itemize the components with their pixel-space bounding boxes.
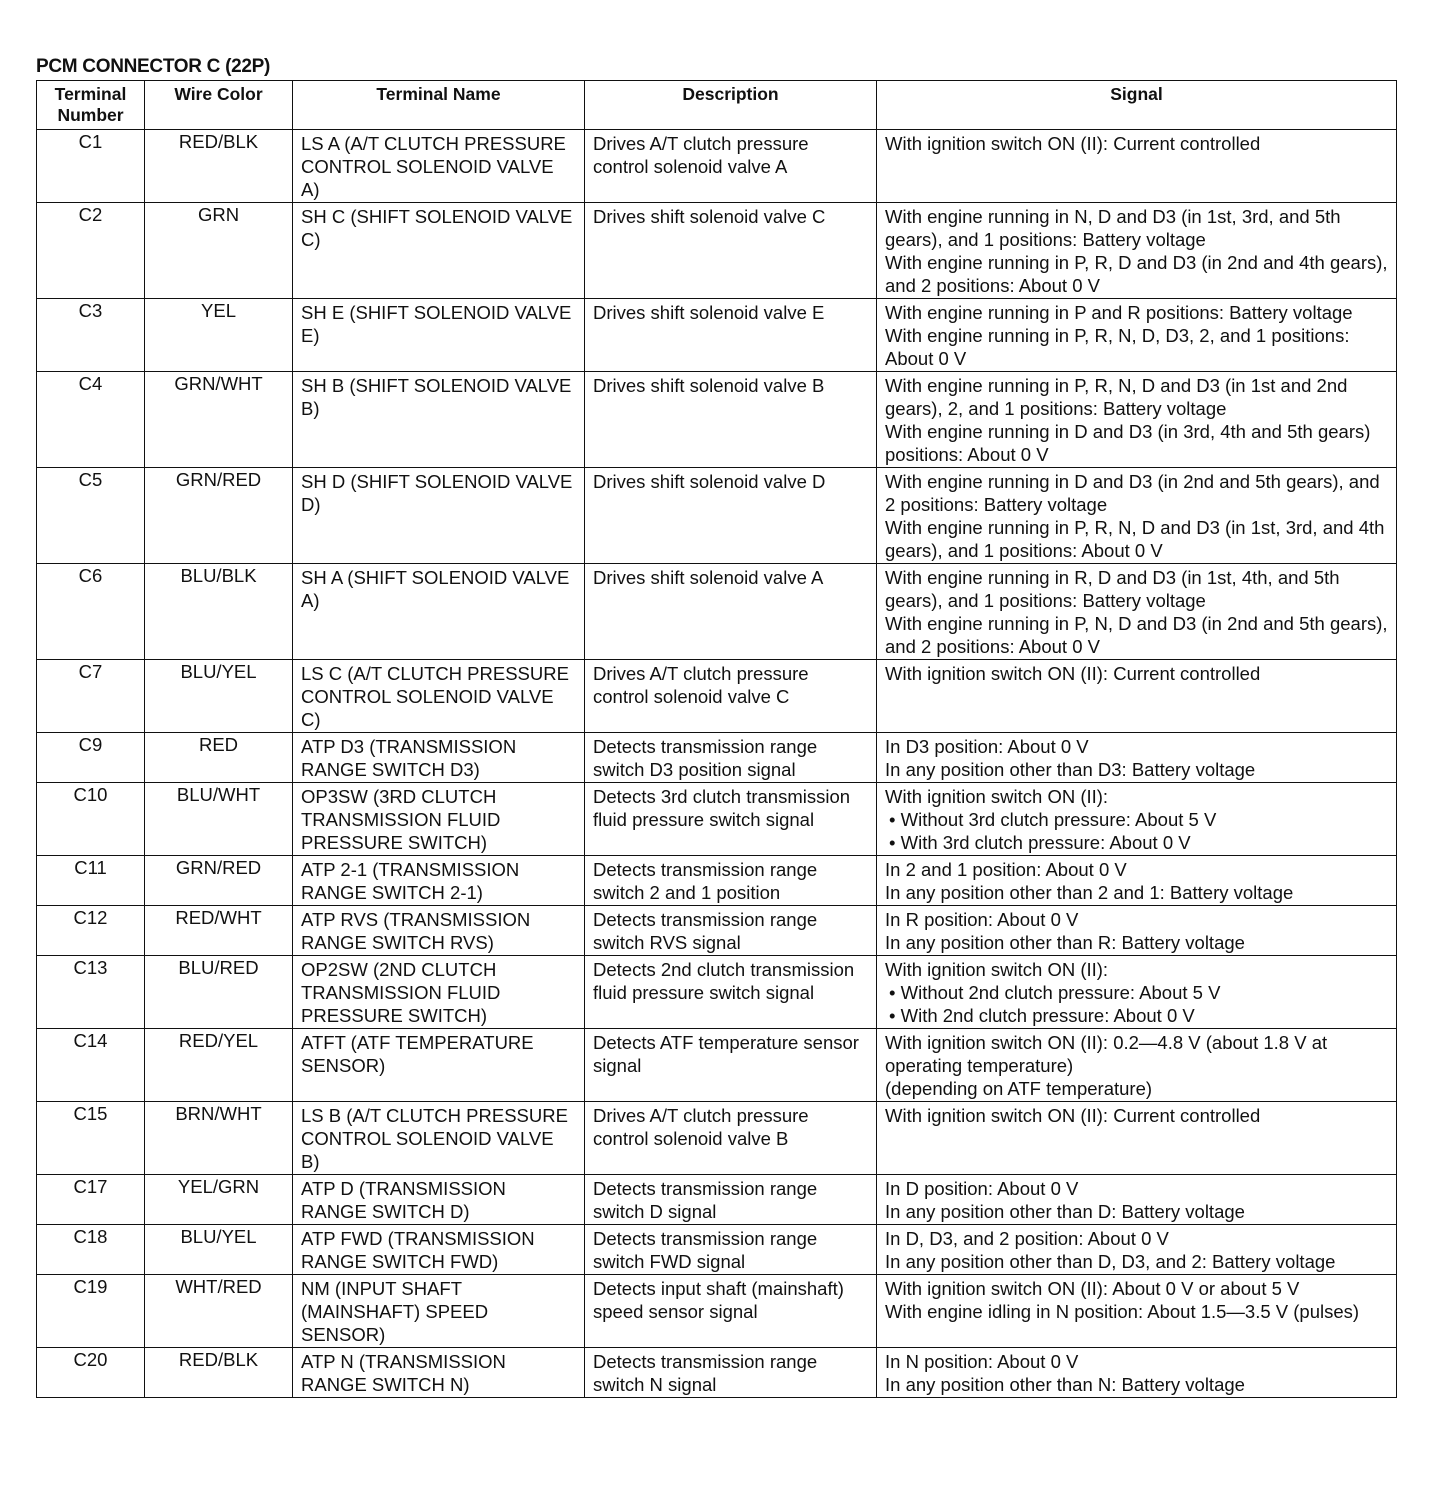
terminal-number-cell: C19 — [37, 1275, 145, 1348]
signal-line: With ignition switch ON (II): 0.2—4.8 V (about 1.8 V at operating temperature) — [885, 1032, 1328, 1076]
signal-line: With engine running in P, R, N, D, D3, 2, and 1 positions: About 0 V — [885, 325, 1350, 369]
signal-cell — [877, 1225, 1397, 1275]
wire-color-cell: YEL/GRN — [145, 1175, 293, 1225]
terminal-name-cell: SH B (SHIFT SOLENOID VALVE B) — [293, 372, 585, 468]
wire-color-cell: GRN/WHT — [145, 372, 293, 468]
table-row — [37, 1029, 1397, 1102]
table-row — [37, 660, 1397, 733]
header-row — [37, 81, 1397, 130]
table-row — [37, 468, 1397, 564]
terminal-name-cell: SH C (SHIFT SOLENOID VALVE C) — [293, 203, 585, 299]
signal-line: With engine running in P and R positions: Battery voltage — [885, 302, 1353, 323]
terminal-number-cell: C6 — [37, 564, 145, 660]
signal-cell — [877, 468, 1397, 564]
terminal-name-cell: OP3SW (3RD CLUTCH TRANSMISSION FLUID PRESSURE SWITCH) — [293, 783, 585, 856]
description-cell: Detects transmission range switch RVS signal — [585, 906, 877, 956]
table-row — [37, 956, 1397, 1029]
signal-cell — [877, 783, 1397, 856]
signal-line: In D, D3, and 2 position: About 0 V — [885, 1228, 1169, 1249]
terminal-name-cell: ATP FWD (TRANSMISSION RANGE SWITCH FWD) — [293, 1225, 585, 1275]
signal-line: With ignition switch ON (II): Current controlled — [885, 1105, 1261, 1126]
signal-line: • With 3rd clutch pressure: About 0 V — [889, 832, 1191, 853]
wire-color-cell: BLU/BLK — [145, 564, 293, 660]
wire-color-cell: GRN/RED — [145, 468, 293, 564]
signal-cell — [877, 203, 1397, 299]
col-header-signal: Signal — [877, 81, 1397, 130]
signal-line: With engine running in D and D3 (in 2nd and 5th gears), and 2 positions: Battery voltage — [885, 471, 1380, 515]
col-header-description: Description — [585, 81, 877, 130]
terminal-number-cell: C10 — [37, 783, 145, 856]
terminal-name-cell: LS C (A/T CLUTCH PRESSURE CONTROL SOLENOID VALVE C) — [293, 660, 585, 733]
description-cell: Detects transmission range switch N signal — [585, 1348, 877, 1398]
signal-line: With engine running in P, R, N, D and D3 (in 1st, 3rd, and 4th gears), and 1 positions: About 0 V — [885, 517, 1385, 561]
signal-line: In any position other than D: Battery voltage — [885, 1201, 1245, 1222]
terminal-name-cell: SH D (SHIFT SOLENOID VALVE D) — [293, 468, 585, 564]
signal-line: • Without 3rd clutch pressure: About 5 V — [889, 809, 1217, 830]
wire-color-cell: RED/BLK — [145, 130, 293, 203]
signal-cell — [877, 660, 1397, 733]
terminal-number-cell: C11 — [37, 856, 145, 906]
description-cell: Detects input shaft (mainshaft) speed sensor signal — [585, 1275, 877, 1348]
signal-line: With engine running in P, R, N, D and D3 (in 1st and 2nd gears), 2, and 1 positions: Battery voltage — [885, 375, 1348, 419]
signal-cell — [877, 299, 1397, 372]
table-row — [37, 130, 1397, 203]
wire-color-cell: BRN/WHT — [145, 1102, 293, 1175]
description-cell: Detects transmission range switch FWD signal — [585, 1225, 877, 1275]
signal-line: With engine running in P, N, D and D3 (in 2nd and 5th gears), and 2 positions: About 0 V — [885, 613, 1388, 657]
signal-cell — [877, 564, 1397, 660]
terminal-number-cell: C20 — [37, 1348, 145, 1398]
wire-color-cell: RED/BLK — [145, 1348, 293, 1398]
description-cell: Drives shift solenoid valve A — [585, 564, 877, 660]
signal-cell — [877, 733, 1397, 783]
signal-line: In any position other than D, D3, and 2: Battery voltage — [885, 1251, 1336, 1272]
description-cell: Drives A/T clutch pressure control solenoid valve C — [585, 660, 877, 733]
signal-line: With ignition switch ON (II): — [885, 959, 1109, 980]
terminal-name-cell: SH A (SHIFT SOLENOID VALVE A) — [293, 564, 585, 660]
signal-line: With engine running in P, R, D and D3 (in 2nd and 4th gears), and 2 positions: About 0 V — [885, 252, 1388, 296]
table-row — [37, 1348, 1397, 1398]
signal-line: With ignition switch ON (II): About 0 V or about 5 V — [885, 1278, 1300, 1299]
table-row — [37, 856, 1397, 906]
signal-line: In N position: About 0 V — [885, 1351, 1079, 1372]
signal-cell — [877, 856, 1397, 906]
description-cell: Drives shift solenoid valve E — [585, 299, 877, 372]
wire-color-cell: RED/WHT — [145, 906, 293, 956]
terminal-number-cell: C4 — [37, 372, 145, 468]
terminal-number-cell: C5 — [37, 468, 145, 564]
table-row — [37, 203, 1397, 299]
wire-color-cell: GRN — [145, 203, 293, 299]
signal-line: With ignition switch ON (II): Current controlled — [885, 663, 1261, 684]
table-row — [37, 1175, 1397, 1225]
col-header-terminal-name: Terminal Name — [293, 81, 585, 130]
terminal-name-cell: ATP RVS (TRANSMISSION RANGE SWITCH RVS) — [293, 906, 585, 956]
terminal-number-cell: C9 — [37, 733, 145, 783]
terminal-number-cell: C12 — [37, 906, 145, 956]
table-row — [37, 564, 1397, 660]
signal-cell — [877, 1175, 1397, 1225]
description-cell: Drives shift solenoid valve B — [585, 372, 877, 468]
terminal-number-cell: C18 — [37, 1225, 145, 1275]
signal-line: With ignition switch ON (II): Current controlled — [885, 133, 1261, 154]
signal-line: In any position other than N: Battery voltage — [885, 1374, 1245, 1395]
wire-color-cell: RED — [145, 733, 293, 783]
signal-line: In D3 position: About 0 V — [885, 736, 1089, 757]
wire-color-cell: BLU/YEL — [145, 660, 293, 733]
wire-color-cell: WHT/RED — [145, 1275, 293, 1348]
terminal-number-cell: C13 — [37, 956, 145, 1029]
signal-line: With engine running in R, D and D3 (in 1st, 4th, and 5th gears), and 1 positions: Battery voltage — [885, 567, 1340, 611]
wire-color-cell: BLU/RED — [145, 956, 293, 1029]
terminal-name-cell: ATP D (TRANSMISSION RANGE SWITCH D) — [293, 1175, 585, 1225]
signal-cell — [877, 906, 1397, 956]
description-cell: Detects transmission range switch D3 position signal — [585, 733, 877, 783]
terminal-name-cell: ATP 2-1 (TRANSMISSION RANGE SWITCH 2-1) — [293, 856, 585, 906]
signal-line: In any position other than 2 and 1: Battery voltage — [885, 882, 1294, 903]
document-title: PCM CONNECTOR C (22P) — [36, 56, 271, 77]
wire-color-cell: BLU/YEL — [145, 1225, 293, 1275]
wire-color-cell: BLU/WHT — [145, 783, 293, 856]
description-cell: Detects ATF temperature sensor signal — [585, 1029, 877, 1102]
signal-line: • With 2nd clutch pressure: About 0 V — [889, 1005, 1195, 1026]
table-row — [37, 299, 1397, 372]
terminal-name-cell: ATFT (ATF TEMPERATURE SENSOR) — [293, 1029, 585, 1102]
signal-line: In any position other than R: Battery voltage — [885, 932, 1245, 953]
terminal-name-cell: SH E (SHIFT SOLENOID VALVE E) — [293, 299, 585, 372]
signal-cell — [877, 372, 1397, 468]
table-row — [37, 906, 1397, 956]
signal-line: (depending on ATF temperature) — [885, 1078, 1153, 1099]
signal-line: In 2 and 1 position: About 0 V — [885, 859, 1127, 880]
description-cell: Detects 3rd clutch transmission fluid pressure switch signal — [585, 783, 877, 856]
signal-line: With ignition switch ON (II): — [885, 786, 1109, 807]
table-row — [37, 1225, 1397, 1275]
wire-color-cell: GRN/RED — [145, 856, 293, 906]
terminal-name-cell: ATP D3 (TRANSMISSION RANGE SWITCH D3) — [293, 733, 585, 783]
col-header-wire-color: Wire Color — [145, 81, 293, 130]
terminal-number-cell: C14 — [37, 1029, 145, 1102]
table-row — [37, 1102, 1397, 1175]
description-cell: Detects transmission range switch 2 and 1 position — [585, 856, 877, 906]
signal-line: • Without 2nd clutch pressure: About 5 V — [889, 982, 1221, 1003]
wire-color-cell: RED/YEL — [145, 1029, 293, 1102]
table-row — [37, 372, 1397, 468]
wire-color-cell: YEL — [145, 299, 293, 372]
signal-line: With engine idling in N position: About 1.5—3.5 V (pulses) — [885, 1301, 1360, 1322]
description-cell: Drives shift solenoid valve C — [585, 203, 877, 299]
description-cell: Drives shift solenoid valve D — [585, 468, 877, 564]
terminal-number-cell: C3 — [37, 299, 145, 372]
terminal-number-cell: C2 — [37, 203, 145, 299]
signal-cell — [877, 130, 1397, 203]
signal-cell — [877, 1102, 1397, 1175]
signal-line: With engine running in N, D and D3 (in 1st, 3rd, and 5th gears), and 1 positions: Battery voltage — [885, 206, 1341, 250]
signal-cell — [877, 1275, 1397, 1348]
signal-cell — [877, 1029, 1397, 1102]
table-row — [37, 783, 1397, 856]
signal-cell — [877, 1348, 1397, 1398]
terminal-name-cell: NM (INPUT SHAFT (MAINSHAFT) SPEED SENSOR) — [293, 1275, 585, 1348]
signal-line: In any position other than D3: Battery voltage — [885, 759, 1256, 780]
description-cell: Detects 2nd clutch transmission fluid pressure switch signal — [585, 956, 877, 1029]
table-row — [37, 1275, 1397, 1348]
terminal-number-cell: C15 — [37, 1102, 145, 1175]
signal-line: In R position: About 0 V — [885, 909, 1079, 930]
terminal-name-cell: OP2SW (2ND CLUTCH TRANSMISSION FLUID PRESSURE SWITCH) — [293, 956, 585, 1029]
terminal-number-cell: C7 — [37, 660, 145, 733]
signal-line: In D position: About 0 V — [885, 1178, 1079, 1199]
table-row — [37, 733, 1397, 783]
description-cell: Drives A/T clutch pressure control solenoid valve A — [585, 130, 877, 203]
description-cell: Detects transmission range switch D signal — [585, 1175, 877, 1225]
terminal-number-cell: C17 — [37, 1175, 145, 1225]
terminal-number-cell: C1 — [37, 130, 145, 203]
signal-cell — [877, 956, 1397, 1029]
pcm-connector-table — [36, 80, 1397, 1398]
terminal-name-cell: LS B (A/T CLUTCH PRESSURE CONTROL SOLENOID VALVE B) — [293, 1102, 585, 1175]
terminal-name-cell: LS A (A/T CLUTCH PRESSURE CONTROL SOLENOID VALVE A) — [293, 130, 585, 203]
col-header-terminal: Terminal Number — [37, 81, 145, 130]
description-cell: Drives A/T clutch pressure control solenoid valve B — [585, 1102, 877, 1175]
signal-line: With engine running in D and D3 (in 3rd, 4th and 5th gears) positions: About 0 V — [885, 421, 1371, 465]
terminal-name-cell: ATP N (TRANSMISSION RANGE SWITCH N) — [293, 1348, 585, 1398]
